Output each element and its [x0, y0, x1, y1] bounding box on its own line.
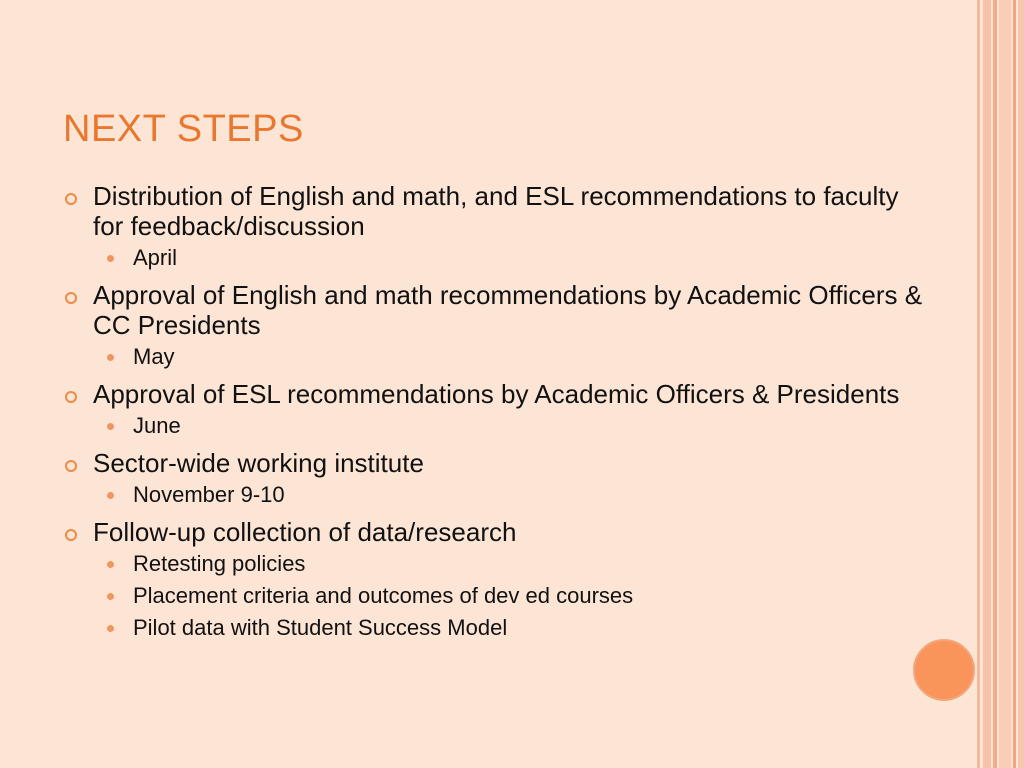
bullet-list: [63, 181, 923, 646]
list-item: [63, 517, 923, 547]
sub-list-item: [63, 582, 923, 610]
bullet-icon: [65, 391, 77, 403]
sub-bullet-icon: [107, 354, 114, 361]
sub-bullet-icon: [107, 423, 114, 430]
sub-list-item-text: May: [133, 344, 175, 369]
sub-bullet-icon: [107, 561, 114, 568]
sub-bullet-icon: [107, 255, 114, 262]
list-item-text: Approval of ESL recommendations by Academic Officers & Presidents: [93, 379, 900, 409]
decorative-stripe: [977, 0, 980, 768]
decorative-circle-icon: [913, 639, 975, 701]
sub-bullet-icon: [107, 625, 114, 632]
sub-list-item-text: April: [133, 245, 178, 270]
list-item-text: Follow-up collection of data/research: [93, 517, 517, 547]
list-item-text: Sector-wide working institute: [93, 448, 424, 478]
bullet-icon: [65, 460, 77, 472]
sub-bullet-icon: [107, 492, 114, 499]
sub-list-item-text: June: [133, 413, 181, 438]
bullet-icon: [65, 193, 77, 205]
sub-list-item: [63, 481, 923, 509]
slide-title: NEXT STEPS: [63, 108, 304, 150]
sub-list-item-text: Pilot data with Student Success Model: [133, 615, 508, 640]
sub-list-item: [63, 614, 923, 642]
decorative-stripe: [999, 0, 1011, 768]
sub-list-item-text: November 9-10: [133, 482, 285, 507]
decorative-stripe: [1013, 0, 1016, 768]
sub-list-item: [63, 343, 923, 371]
sub-list-item: [63, 244, 923, 272]
sub-list-item: [63, 412, 923, 440]
list-item-text: Approval of English and math recommendations by Academic Officers & CC Presidents: [93, 280, 923, 340]
sub-list-item-text: Retesting policies: [133, 551, 306, 576]
decorative-stripe: [1018, 0, 1024, 768]
list-item: [63, 280, 923, 340]
list-item: [63, 181, 923, 241]
sub-list-item-text: Placement criteria and outcomes of dev ed courses: [133, 583, 634, 608]
list-item: [63, 379, 923, 409]
list-item: [63, 448, 923, 478]
list-item-text: Distribution of English and math, and ESL recommendations to faculty for feedback/discussion: [93, 181, 899, 241]
decorative-stripe: [993, 0, 997, 768]
sub-list-item: [63, 550, 923, 578]
sub-bullet-icon: [107, 593, 114, 600]
bullet-icon: [65, 292, 77, 304]
bullet-icon: [65, 529, 77, 541]
decorative-stripe: [983, 0, 991, 768]
